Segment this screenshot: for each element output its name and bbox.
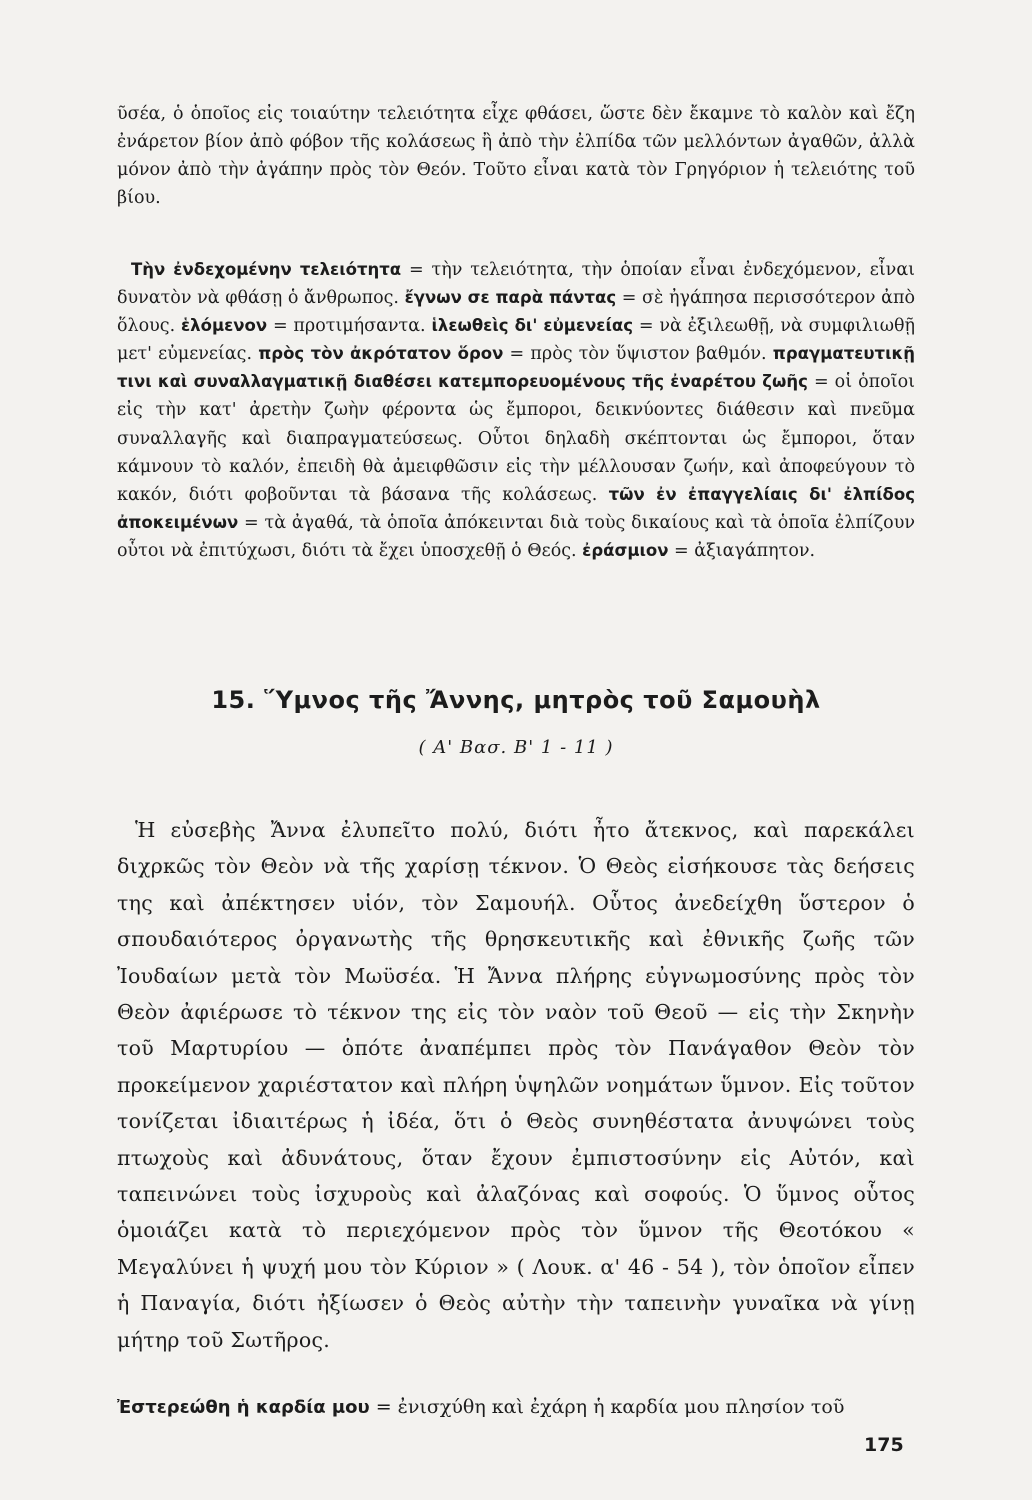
glossary-term: ἐράσμιον [582,540,669,560]
glossary-definition: = οἱ ὁποῖοι εἰς τὴν κατ' ἀρετὴν ζωὴν φέροντα ὡς ἔμποροι, δεικνύοντες διάθεσιν καὶ πνεῦμα συναλλαγῆς καὶ διαπραγματεύσεως. Οὗτοι δηλαδὴ σκέπτονται ὡς ἔμποροι, ὅταν κάμνουν τὸ καλόν, ἐπειδὴ θὰ ἀμειφθῶσιν εἰς τὴν μέλλουσαν ζωήν, καὶ ἀποφεύγουν τὸ κακόν, διότι φοβοῦνται τὰ βάσανα τῆς κολάσεως. [117,372,915,505]
section-reference: ( Α' Βασ. Β' 1 - 11 ) [418,737,614,758]
closing-gloss-definition: = ἐνισχύθη καὶ ἐχάρη ἡ καρδία μου πλησίον τοῦ [369,1396,845,1418]
page-number: 175 [864,1434,904,1456]
section-title: 15. Ὕμνος τῆς Ἄννης, μητρὸς τοῦ Σαμουὴλ [211,686,821,714]
closing-gloss [117,1392,915,1423]
glossary-definition: = πρὸς τὸν ὕψιστον βαθμόν. [503,344,773,365]
glossary-term: τῶν ἐν ἐπαγγελίαις δι' ἐλπίδος ἀποκειμένων [117,484,915,532]
glossary-term: ἑλόμενον [181,316,268,336]
glossary-text [117,256,915,565]
glossary-definition: = τὰ ἀγαθά, τὰ ὁποῖα ἀπόκεινται διὰ τοὺς δικαίους καὶ τὰ ὁποῖα ἐλπίζουν οὗτοι νὰ ἐπιτύχωσι, διότι τὰ ἔχει ὑποσχεθῇ ὁ Θεός. [117,512,915,561]
glossary-term: πρὸς τὸν ἀκρότατον ὅρον [258,344,504,364]
glossary-definition: = προτιμήσαντα. [267,316,432,337]
glossary-term: ἱλεωθεὶς δι' εὐμενείας [431,316,634,336]
glossary-definition: = σὲ ἠγάπησα περισσότερον ἀπὸ ὅλους. [117,288,915,337]
paragraph-intro [117,100,915,212]
glossary-definition: = ἀξιαγάπητον. [668,540,816,561]
glossary-definition: = τὴν τελειότητα, τὴν ὁποίαν εἶναι ἐνδεχόμενον, εἶναι δυνατὸν νὰ φθάσῃ ὁ ἄνθρωπος. [117,260,915,309]
main-paragraph [117,812,915,1358]
paragraph-intro-text: ῦσέα, ὁ ὁποῖος εἰς τοιαύτην τελειότητα εἶχε φθάσει, ὥστε δὲν ἔκαμνε τὸ καλὸν καὶ ἔζη ἐνάρετον βίον ἀπὸ φόβον τῆς κολάσεως ἢ ἀπὸ τὴν ἐλπίδα τῶν μελλόντων ἀγαθῶν, ἀλλὰ μόνον ἀπὸ τὴν ἀγάπην πρὸς τὸν Θεόν. Τοῦτο εἶναι κατὰ τὸν Γρηγόριον ἡ τελειότης τοῦ βίου. [117,104,915,209]
main-paragraph-text: Ἡ εὐσεβὴς Ἄννα ἐλυπεῖτο πολύ, διότι ἦτο ἄτεκνος, καὶ παρεκάλει διχρκῶς τὸν Θεὸν νὰ τῆς χαρίσῃ τέκνον. Ὁ Θεὸς εἰσήκουσε τὰς δεήσεις της καὶ ἀπέκτησεν υἱόν, τὸν Σαμουήλ. Οὗτος ἀνεδείχθη ὕστερον ὁ σπουδαιότερος ὀργανωτὴς τῆς θρησκευτικῆς καὶ ἐθνικῆς ζωῆς τῶν Ἰουδαίων μετὰ τὸν Μωϋσέα. Ἡ Ἄννα πλήρης εὐγνωμοσύνης πρὸς τὸν Θεὸν ἀφιέρωσε τὸ τέκνον της εἰς τὸν ναὸν τοῦ Θεοῦ — εἰς τὴν Σκηνὴν τοῦ Μαρτυρίου — ὁπότε ἀναπέμπει πρὸς τὸν Πανάγαθον Θεὸν τὸν προκείμενον χαριέστατον καὶ πλήρη ὑψηλῶν νοημάτων ὕμνον. Εἰς τοῦτον τονίζεται ἰδιαιτέρως ἡ ἰδέα, ὅτι ὁ Θεὸς συνηθέστατα ἀνυψώνει τοὺς πτωχοὺς καὶ ἀδυνάτους, ὅταν ἔχουν ἐμπιστοσύνην εἰς Αὐτόν, καὶ ταπεινώνει τοὺς ἰσχυροὺς καὶ ἀλαζόνας καὶ σοφούς. Ὁ ὕμνος οὗτος ὁμοιάζει κατὰ τὸ περιεχόμενον πρὸς τὸν ὕμνον τῆς Θεοτόκου « Μεγαλύνει ἡ ψυχή μου τὸν Κύριον » ( Λουκ. α' 46 - 54 ), τὸν ὁποῖον εἶπεν ἡ Παναγία, διότι ἠξίωσεν ὁ Θεὸς αὐτὴν τὴν ταπεινὴν γυναῖκα νὰ γίνῃ μήτηρ τοῦ Σωτῆρος. [117,818,915,1352]
glossary-paragraph [117,256,915,565]
glossary-term: πραγματευτικῇ τινι καὶ συναλλαγματικῇ διαθέσει κατεμπορευομένους τῆς ἐναρέτου ζωῆς [117,344,915,392]
glossary-definition: = νὰ ἐξιλεωθῇ, νὰ συμφιλιωθῇ μετ' εὐμενείας. [117,316,915,365]
closing-gloss-term: Ἐστερεώθη ἡ καρδία μου [117,1397,370,1418]
glossary-term: Τὴν ἐνδεχομένην τελειότητα [131,260,402,279]
glossary-term: ἔγνων σε παρὰ πάντας [404,288,617,308]
